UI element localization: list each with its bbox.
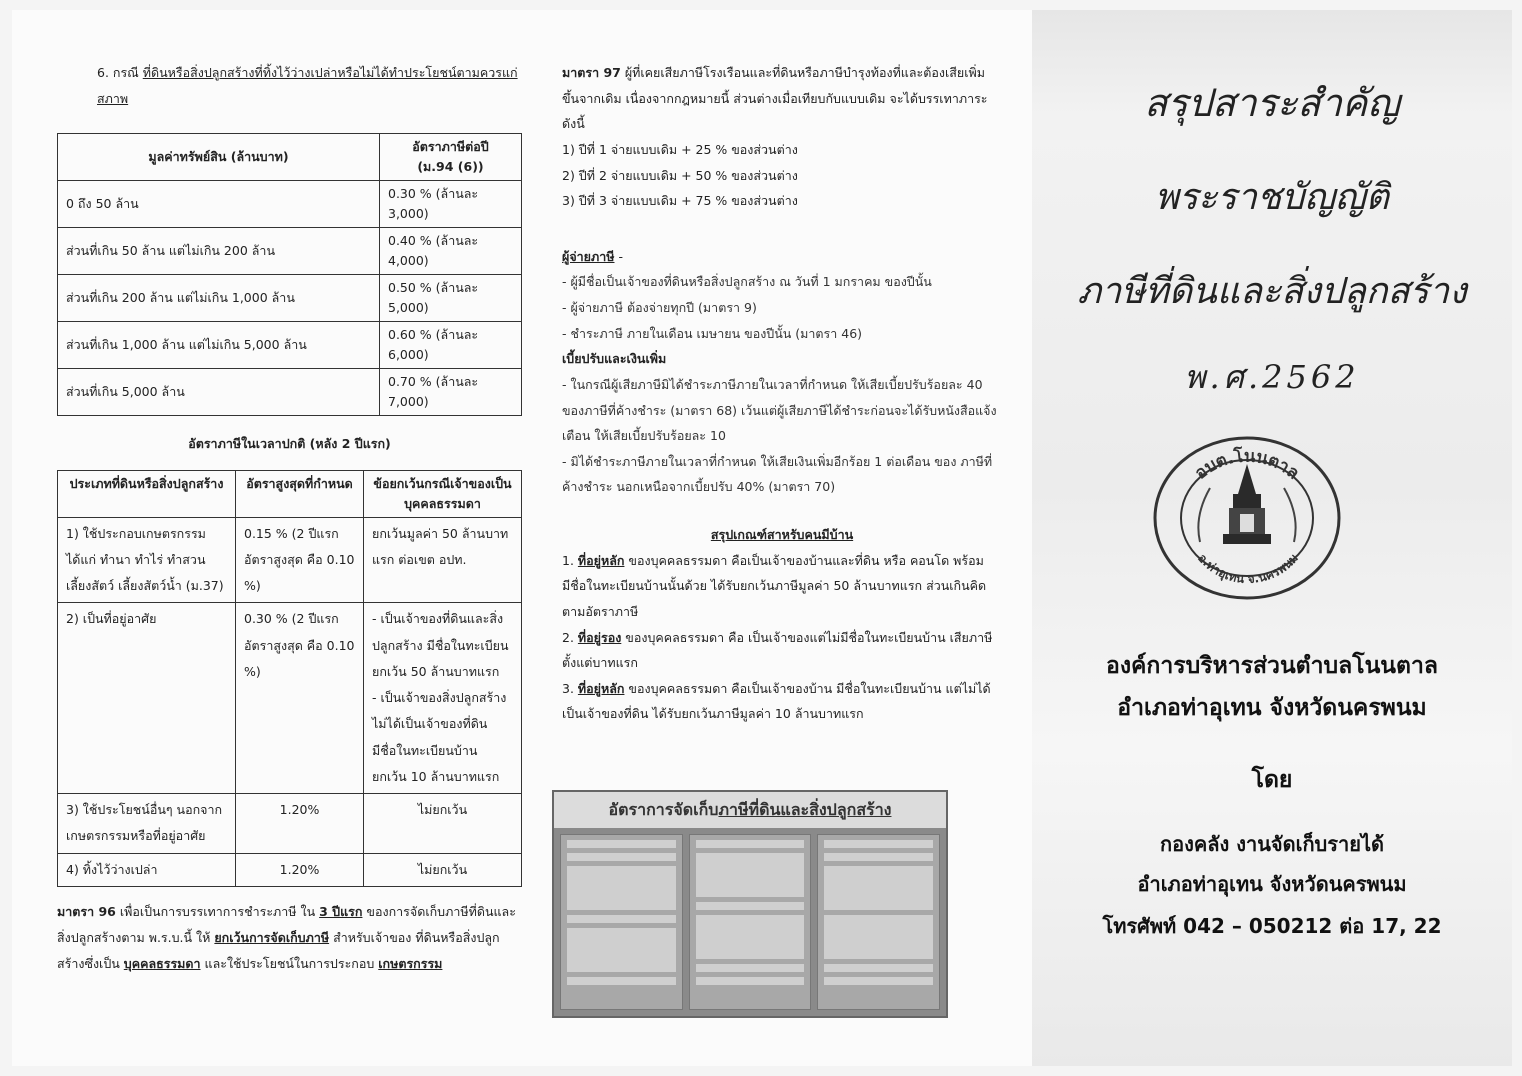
item-6-text: ที่ดินหรือสิ่งปลูกสร้างที่ทิ้งไว้ว่างเปล่าหรือไม่ได้ทำประโยชน์ตามควรแก่สภาพ: [97, 65, 518, 107]
summary-text: ของบุคคลธรรมดา คือ เป็นเจ้าของแต่ไม่มีชื่อในทะเบียนบ้าน เสียภาษีตั้งแต่บาทแรก: [562, 629, 993, 671]
rate-card-title-part1: อัตราการจัดเก็บ: [608, 799, 719, 819]
section-96: [57, 899, 522, 978]
table-row: [58, 227, 522, 274]
relief-item: 2) ปีที่ 2 จ่ายแบบเดิม + 50 % ของส่วนต่าง: [562, 167, 798, 183]
cell-exemption: ยกเว้นมูลค่า 50 ล้านบาทแรก ต่อเขต อปท.: [364, 517, 522, 603]
cover-title-summary: สรุปสาระสำคัญ: [1144, 81, 1400, 125]
tax-rate-table-normal: [57, 470, 522, 887]
org-name: องค์การบริหารส่วนตำบลโนนตาล: [1106, 653, 1438, 679]
cell-value: ส่วนที่เกิน 50 ล้าน แต่ไม่เกิน 200 ล้าน: [58, 227, 380, 274]
cell-rate: 0.15 % (2 ปีแรก อัตราสูงสุด คือ 0.10 %): [236, 517, 364, 603]
section-96-agri: เกษตรกรรม: [378, 956, 443, 972]
cell-rate: 0.70 % (ล้านละ 7,000): [380, 368, 522, 415]
rate-card-body: [554, 828, 946, 1016]
summary-text: ของบุคคลธรรมดา คือเป็นเจ้าของบ้าน มีชื่อในทะเบียนบ้าน แต่ไม่ได้เป็นเจ้าของที่ดิน ได้รับยกเว้นภาษีมูลค่า 10 ล้านบาทแรก: [562, 680, 991, 722]
middle-panel: [562, 60, 1002, 727]
item-6: [57, 60, 522, 113]
cell-value: ส่วนที่เกิน 200 ล้าน แต่ไม่เกิน 1,000 ล้าน: [58, 274, 380, 321]
section-96-text: ของการจัดเก็บภาษีที่ดินและสิ่งปลูกสร้างตาม พ.ร.บ.นี้ ให้: [57, 903, 516, 945]
tax-rate-table-vacant: [57, 133, 522, 416]
cell-value: ส่วนที่เกิน 5,000 ล้าน: [58, 368, 380, 415]
seal-top-text: อบต.โนนตาล: [1191, 446, 1303, 484]
section-96-person: บุคคลธรรมดา: [123, 956, 201, 972]
rate-header-line1: อัตราภาษีต่อปี: [412, 138, 489, 154]
fine-item: - มิได้ชำระภาษีภายในเวลาที่กำหนด ให้เสียเงินเพิ่มอีกร้อย 1 ต่อเดือน ของ ภาษีที่ค้างชำระ นอกเหนือจากเบี้ยปรับ 40% (มาตรา 70): [562, 453, 993, 495]
rate-card-title: [554, 792, 946, 828]
payer-item: - ผู้จ่ายภาษี ต้องจ่ายทุกปี (มาตรา 9): [562, 300, 757, 315]
cell-type: 1) ใช้ประกอบเกษตรกรรม ได้แก่ ทำนา ทำไร่ ทำสวน เลี้ยงสัตว์ เลี้ยงสัตว์น้ำ (ม.37): [58, 517, 236, 603]
seal-logo: [1150, 430, 1344, 600]
summary-label: ที่อยู่หลัก: [577, 680, 625, 696]
payer-item: - ชำระภาษี ภายในเดือน เมษายน ของปีนั้น (มาตรา 46): [562, 325, 863, 341]
rate-card-column: [689, 834, 812, 1010]
cell-value: 0 ถึง 50 ล้าน: [58, 180, 380, 227]
section-97-label: มาตรา 97: [562, 65, 621, 80]
cell-exemption: ไม่ยกเว้น: [364, 794, 522, 854]
table-row: [58, 853, 522, 886]
cell-type: 3) ใช้ประโยชน์อื่นๆ นอกจากเกษตรกรรมหรือที่อยู่อาศัย: [58, 794, 236, 854]
cover-title-tax: ภาษีที่ดินและสิ่งปลูกสร้าง: [1077, 271, 1467, 312]
payer-heading: ผู้จ่ายภาษี: [562, 248, 615, 264]
col-header-rate: [380, 133, 522, 180]
department-district: อำเภอท่าอุเทน จังหวัดนครพนม: [1137, 872, 1407, 896]
cell-rate: 0.30 % (ล้านละ 3,000): [380, 180, 522, 227]
col-header-max-rate: อัตราสูงสุดที่กำหนด: [236, 470, 364, 517]
cell-type: 2) เป็นที่อยู่อาศัย: [58, 603, 236, 794]
summary-number: 3.: [562, 680, 578, 696]
summary-heading: สรุปเกณฑ์สาหรับคนมีบ้าน: [710, 527, 854, 542]
section-97: [562, 60, 1002, 137]
brochure-sheet: [12, 10, 1512, 1066]
rate-card-column: [560, 834, 683, 1010]
relief-item: 1) ปีที่ 1 จ่ายแบบเดิม + 25 % ของส่วนต่าง: [562, 141, 798, 157]
normal-rate-caption: อัตราภาษีในเวลาปกติ (หลัง 2 ปีแรก): [188, 435, 391, 451]
rate-header-line2: (ม.94 (6)): [417, 158, 484, 174]
section-96-label: มาตรา 96: [57, 903, 116, 919]
summary-item: [562, 676, 1002, 727]
table-row: [58, 180, 522, 227]
summary-label: ที่อยู่หลัก: [577, 552, 625, 568]
left-panel: [57, 60, 522, 978]
cell-exemption: ไม่ยกเว้น: [364, 853, 522, 886]
col-header-exemption: ข้อยกเว้นกรณีเจ้าของเป็นบุคคลธรรมดา: [364, 470, 522, 517]
rate-card-image: [552, 790, 948, 1018]
payer-heading-dash: -: [614, 248, 623, 264]
section-96-exempt: ยกเว้นการจัดเก็บภาษี: [214, 930, 330, 945]
cell-rate: 0.40 % (ล้านละ 4,000): [380, 227, 522, 274]
exemption-owner: - เป็นเจ้าของที่ดินและสิ่งปลูกสร้าง มีชื่อในทะเบียน ยกเว้น 50 ล้านบาทแรก: [372, 611, 509, 679]
relief-item: 3) ปีที่ 3 จ่ายแบบเดิม + 75 % ของส่วนต่าง: [562, 193, 798, 209]
fine-item: - ในกรณีผู้เสียภาษีมิได้ชำระภาษีภายในเวลาที่กำหนด ให้เสียเบี้ยปรับร้อยละ 40 ของภาษีที่ค้างชำระ (มาตรา 68) เว้นแต่ผู้เสียภาษีได้ชำระก่อนจะได้รับหนังสือแจ้งเตือน ให้เสียเบี้ยปรับร้อยละ 10: [562, 376, 997, 444]
col-header-type: ประเภทที่ดินหรือสิ่งปลูกสร้าง: [58, 470, 236, 517]
payer-item: - ผู้มีชื่อเป็นเจ้าของที่ดินหรือสิ่งปลูกสร้าง ณ วันที่ 1 มกราคม ของปีนั้น: [562, 274, 932, 290]
summary-text: ของบุคคลธรรมดา คือเป็นเจ้าของบ้านและที่ดิน หรือ คอนโด พร้อมมีชื่อในทะเบียนบ้านนั้นด้วย ได้รับยกเว้นภาษีมูลค่า 50 ล้านบาทแรก ส่วนเกินคิดตามอัตราภาษี: [562, 552, 987, 619]
section-96-text: สำหรับเจ้าของ ที่ดินหรือสิ่งปลูกสร้างซึ่งเป็น: [57, 930, 500, 972]
table-row: [58, 321, 522, 368]
exemption-building-owner: - เป็นเจ้าของสิ่งปลูกสร้างไม่ได้เป็นเจ้าของที่ดิน มีชื่อในทะเบียนบ้าน ยกเว้น 10 ล้านบาทแรก: [372, 690, 507, 784]
summary-number: 2.: [562, 629, 578, 645]
summary-number: 1.: [562, 552, 578, 568]
col-header-value: มูลค่าทรัพย์สิน (ล้านบาท): [58, 133, 380, 180]
section-97-text: ผู้ที่เคยเสียภาษีโรงเรือนและที่ดินหรือภาษีบำรุงท้องที่และต้องเสียเพิ่มขึ้นจากเดิม เนื่องจากกฎหมายนี้ ส่วนต่างเมื่อเทียบกับแบบเดิม จะได้บรรเทาภาระ ดังนี้: [562, 65, 988, 132]
summary-label: ที่อยู่รอง: [577, 629, 622, 645]
pagoda-icon: [1223, 464, 1271, 544]
cell-type: 4) ทิ้งไว้ว่างเปล่า: [58, 853, 236, 886]
cover-title-act: พระราชบัญญัติ: [1155, 177, 1389, 218]
cell-exemption: [364, 603, 522, 794]
section-96-years: 3 ปีแรก: [319, 903, 363, 919]
table-row: [58, 794, 522, 854]
cell-rate: 1.20%: [236, 794, 364, 854]
section-96-text: และใช้ประโยชน์ในการประกอบ: [200, 956, 379, 972]
org-district: อำเภอท่าอุเทน จังหวัดนครพนม: [1117, 695, 1427, 721]
cell-rate: 0.60 % (ล้านละ 6,000): [380, 321, 522, 368]
cell-rate: 1.20%: [236, 853, 364, 886]
by-label: โดย: [1251, 767, 1293, 793]
rate-card-column: [817, 834, 940, 1010]
summary-item: [562, 625, 1002, 676]
item-6-prefix: 6. กรณี: [97, 65, 143, 80]
cell-value: ส่วนที่เกิน 1,000 ล้าน แต่ไม่เกิน 5,000 ล้าน: [58, 321, 380, 368]
phone-number: โทรศัพท์ 042 – 050212 ต่อ 17, 22: [1102, 914, 1442, 938]
summary-item: [562, 548, 1002, 625]
cover-title-year: พ.ศ.2562: [1184, 358, 1360, 396]
cover-panel: [1032, 10, 1512, 1066]
table-row: [58, 274, 522, 321]
fine-heading: เบี้ยปรับและเงินเพิ่ม: [562, 351, 667, 367]
cell-rate: 0.30 % (2 ปีแรก อัตราสูงสุด คือ 0.10 %): [236, 603, 364, 794]
table-row: [58, 517, 522, 603]
cell-rate: 0.50 % (ล้านละ 5,000): [380, 274, 522, 321]
section-96-text: เพื่อเป็นการบรรเทาการชำระภาษี ใน: [115, 903, 320, 919]
rate-card-title-part2: ภาษีที่ดินและสิ่งปลูกสร้าง: [718, 799, 892, 819]
table-row: [58, 368, 522, 415]
seal-bottom-text: อ.ท่าอุเทน จ.นครพนม: [1195, 550, 1301, 587]
payer-heading-row: [562, 244, 1002, 270]
department-name: กองคลัง งานจัดเก็บรายได้: [1159, 832, 1384, 856]
table-row: [58, 603, 522, 794]
